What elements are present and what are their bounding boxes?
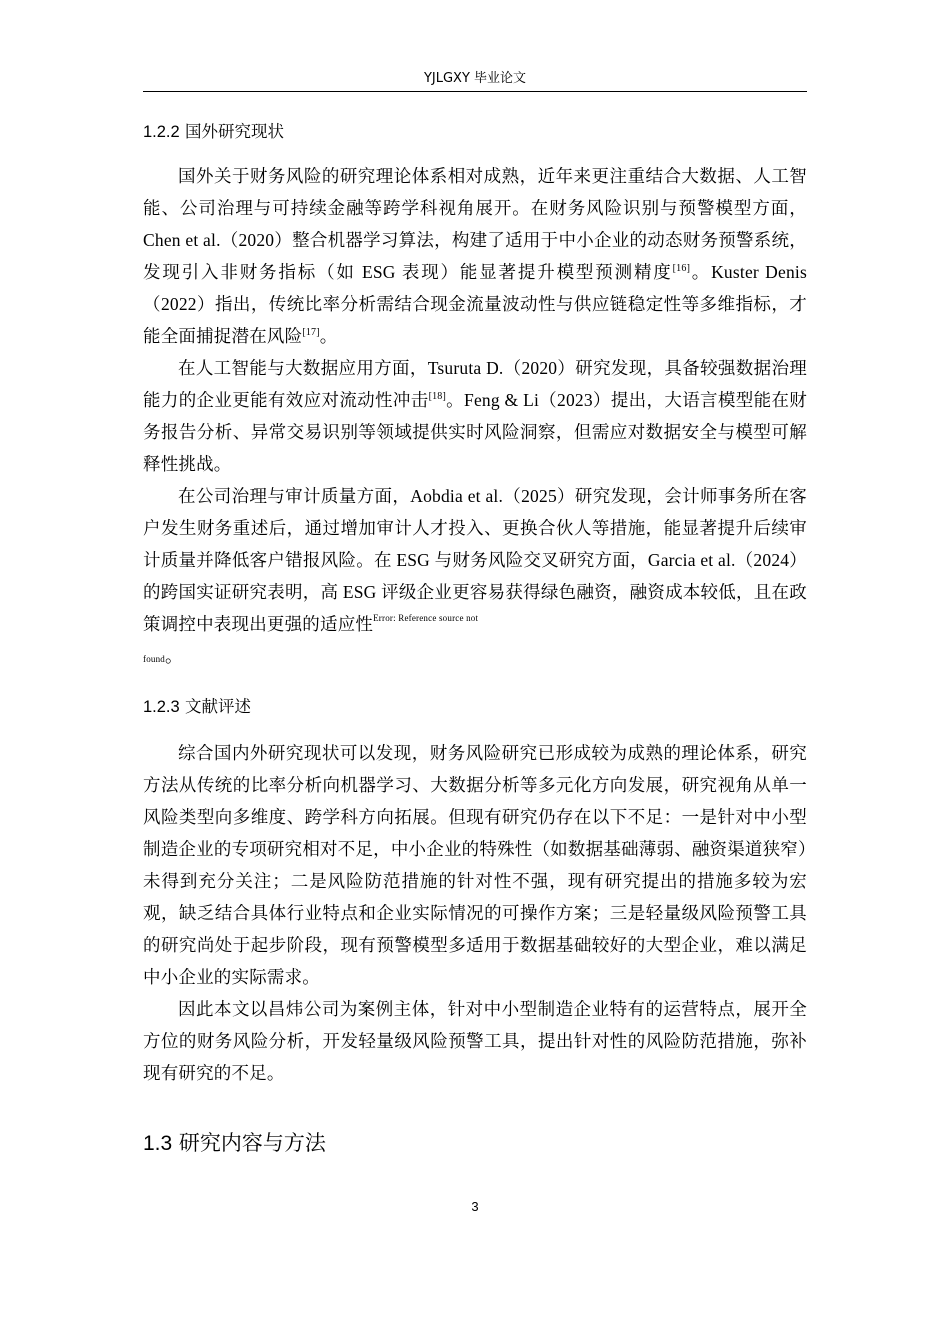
- section-heading-1-2-2: [143, 118, 807, 146]
- paragraph-study-focus: 因此本文以昌炜公司为案例主体，针对中小型制造企业特有的运营特点，展开全方位的财务风险分析，开发轻量级风险预警工具，提出针对性的风险防范措施，弥补现有研究的不足。: [143, 999, 807, 1083]
- paragraph-text: 国外关于财务风险的研究理论体系相对成熟，近年来更注重结合大数据、人工智能、公司治理与可持续金融等跨学科视角展开。在财务风险识别与预警模型方面，Chen et al.（2020）整合机器学习算法，构建了适用于中小企业的动态财务预警系统，发现引入非财务指标（如 ESG 表现）能显著提升模型预测精度: [143, 166, 807, 282]
- page-number: 3: [471, 1199, 479, 1214]
- page-content: [143, 118, 807, 1160]
- paragraph-ai-bigdata: [143, 352, 807, 480]
- paragraph-text: 在公司治理与审计质量方面，Aobdia et al.（2025）研究发现，会计师事务所在客户发生财务重述后，通过增加审计人才投入、更换合伙人等措施，能显著提升后续审计质量并降低客户错报风险。在 ESG 与财务风险交叉研究方面，Garcia et al.（2024）的跨国实证研究表明，高 ESG 评级企业更容易获得绿色融资，融资成本较低，且在政策调控中表现出更强的适应性: [143, 486, 807, 634]
- heading-text: 国外研究现状: [184, 122, 284, 141]
- citation-error-text[interactable]: Error: Reference source not: [373, 613, 479, 623]
- paragraph-governance-audit: [143, 480, 807, 675]
- citation-16[interactable]: [16]: [672, 263, 691, 274]
- citation-17[interactable]: [17]: [302, 327, 320, 338]
- section-heading-1-2-3: [143, 693, 807, 721]
- citation-error-text-continued[interactable]: found: [143, 654, 165, 664]
- page-header: [143, 70, 807, 92]
- paragraph-text: 。: [165, 646, 183, 666]
- paragraph-text: 。Kuster Denis（2022）指出，传统比率分析需结合现金流量波动性与供应链稳定性等多维指标，才能全面捕捉潜在风险: [143, 262, 807, 346]
- heading-number: 1.2.3: [143, 698, 180, 716]
- section-heading-1-3: [143, 1127, 807, 1160]
- paragraph-text: 。: [319, 326, 338, 346]
- heading-number: 1.2.2: [143, 123, 180, 141]
- heading-text: 研究内容与方法: [178, 1131, 326, 1155]
- paragraph-text: 在人工智能与大数据应用方面，Tsuruta D.（2020）研究发现，具备较强数据治理能力的企业更能有效应对流动性冲击: [143, 358, 807, 410]
- page-footer: [0, 1199, 950, 1214]
- heading-number: 1.3: [143, 1132, 173, 1155]
- header-title: YJLGXY 毕业论文: [423, 71, 527, 86]
- paragraph-foreign-overview: [143, 160, 807, 352]
- citation-18[interactable]: [18]: [428, 391, 447, 402]
- paragraph-literature-review: 综合国内外研究现状可以发现，财务风险研究已形成较为成熟的理论体系，研究方法从传统的比率分析向机器学习、大数据分析等多元化方向发展，研究视角从单一风险类型向多维度、跨学科方向拓展。但现有研究仍存在以下不足：一是针对中小型制造企业的专项研究相对不足，中小企业的特殊性（如数据基础薄弱、融资渠道狭窄）未得到充分关注；二是风险防范措施的针对性不强，现有研究提出的措施多较为宏观，缺乏结合具体行业特点和企业实际情况的可操作方案；三是轻量级风险预警工具的研究尚处于起步阶段，现有预警模型多适用于数据基础较好的大型企业，难以满足中小企业的实际需求。: [143, 743, 807, 987]
- heading-text: 文献评述: [184, 697, 251, 716]
- paragraph-text: 。Feng & Li（2023）提出，大语言模型能在财务报告分析、异常交易识别等领域提供实时风险洞察，但需应对数据安全与模型可解释性挑战。: [143, 390, 807, 474]
